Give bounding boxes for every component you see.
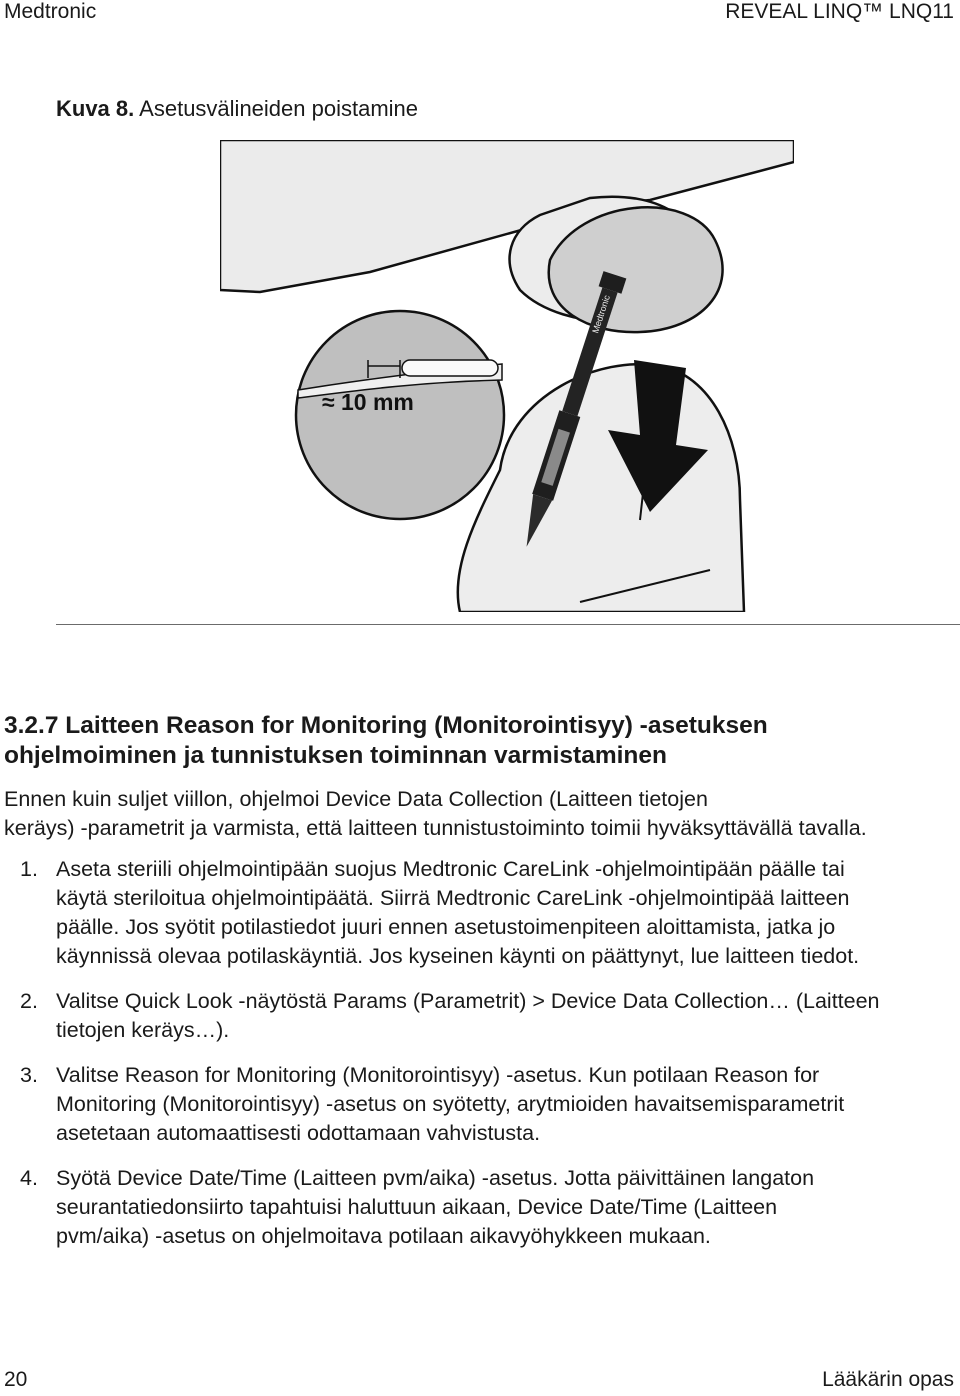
insertion-tool-removal-drawing <box>220 140 794 612</box>
step-number: 2. <box>20 989 38 1013</box>
section-title-line: 3.2.7 Laitteen Reason for Monitoring (Monitorointisyy) -asetuksen <box>4 712 768 739</box>
step-line: tietojen keräys…). <box>56 1018 230 1042</box>
section-title-line: ohjelmoiminen ja tunnistuksen toiminnan varmistaminen <box>4 742 667 769</box>
step-line: käytä steriloitua ohjelmointipäätä. Siirrä Medtronic CareLink -ohjelmointipää laitteen <box>56 886 850 910</box>
step-line: Syötä Device Date/Time (Laitteen pvm/aika) -asetus. Jotta päivittäinen langaton <box>56 1166 815 1190</box>
step-line: Valitse Quick Look -näytöstä Params (Parametrit) > Device Data Collection… (Laitteen <box>56 989 880 1013</box>
intro-paragraph <box>4 785 954 843</box>
intro-line: Ennen kuin suljet viillon, ohjelmoi Device Data Collection (Laitteen tietojen <box>4 787 708 811</box>
step-line: Aseta steriili ohjelmointipään suojus Medtronic CareLink -ohjelmointipään päälle tai <box>56 857 845 881</box>
step-line: pvm/aika) -asetus on ohjelmoitava potilaan aikavyöhykkeen mukaan. <box>56 1224 711 1248</box>
step-number: 4. <box>20 1166 38 1190</box>
step-item <box>4 855 954 971</box>
device-in-circle <box>402 360 498 376</box>
section-title <box>4 711 934 771</box>
figure-divider <box>56 624 960 625</box>
step-number: 3. <box>20 1063 38 1087</box>
step-line: Valitse Reason for Monitoring (Monitorointisyy) -asetus. Kun potilaan Reason for <box>56 1063 820 1087</box>
figure-caption-label: Kuva 8. <box>56 96 135 121</box>
step-line: päälle. Jos syötit potilastiedot juuri ennen asetustoimenpiteen aloittamista, jatka jo <box>56 915 836 939</box>
step-line: käynnissä olevaa potilaskäyntiä. Jos kyseinen käynti on päättynyt, lue laitteen tiedot. <box>56 944 860 968</box>
callout-measurement: ≈ 10 mm <box>322 389 414 415</box>
magnification-circle <box>296 311 504 519</box>
tool-brand-text: Medtronic <box>590 293 612 335</box>
step-item <box>4 987 954 1045</box>
figure-caption <box>56 96 418 122</box>
header-brand: Medtronic <box>4 0 97 23</box>
footer-guide-name: Lääkärin opas <box>822 1368 954 1391</box>
step-list <box>4 855 954 1267</box>
step-line: Monitoring (Monitorointisyy) -asetus on syötetty, arytmioiden havaitsemisparametrit <box>56 1092 845 1116</box>
intro-line: keräys) -parametrit ja varmista, että laitteen tunnistustoiminto toimii hyväksyttävällä tavalla. <box>4 816 867 840</box>
step-line: seurantatiedonsiirto tapahtuisi haluttuun aikaan, Device Date/Time (Laitteen <box>56 1195 778 1219</box>
step-item <box>4 1061 954 1148</box>
step-line: asetetaan automaattisesti odottamaan vahvistusta. <box>56 1121 541 1145</box>
step-item <box>4 1164 954 1251</box>
figure-illustration <box>220 140 794 612</box>
figure-caption-text: Asetusvälineiden poistamine <box>139 96 419 121</box>
header-product: REVEAL LINQ™ LNQ11 <box>725 0 954 23</box>
step-number: 1. <box>20 857 38 881</box>
page-number: 20 <box>4 1368 28 1391</box>
